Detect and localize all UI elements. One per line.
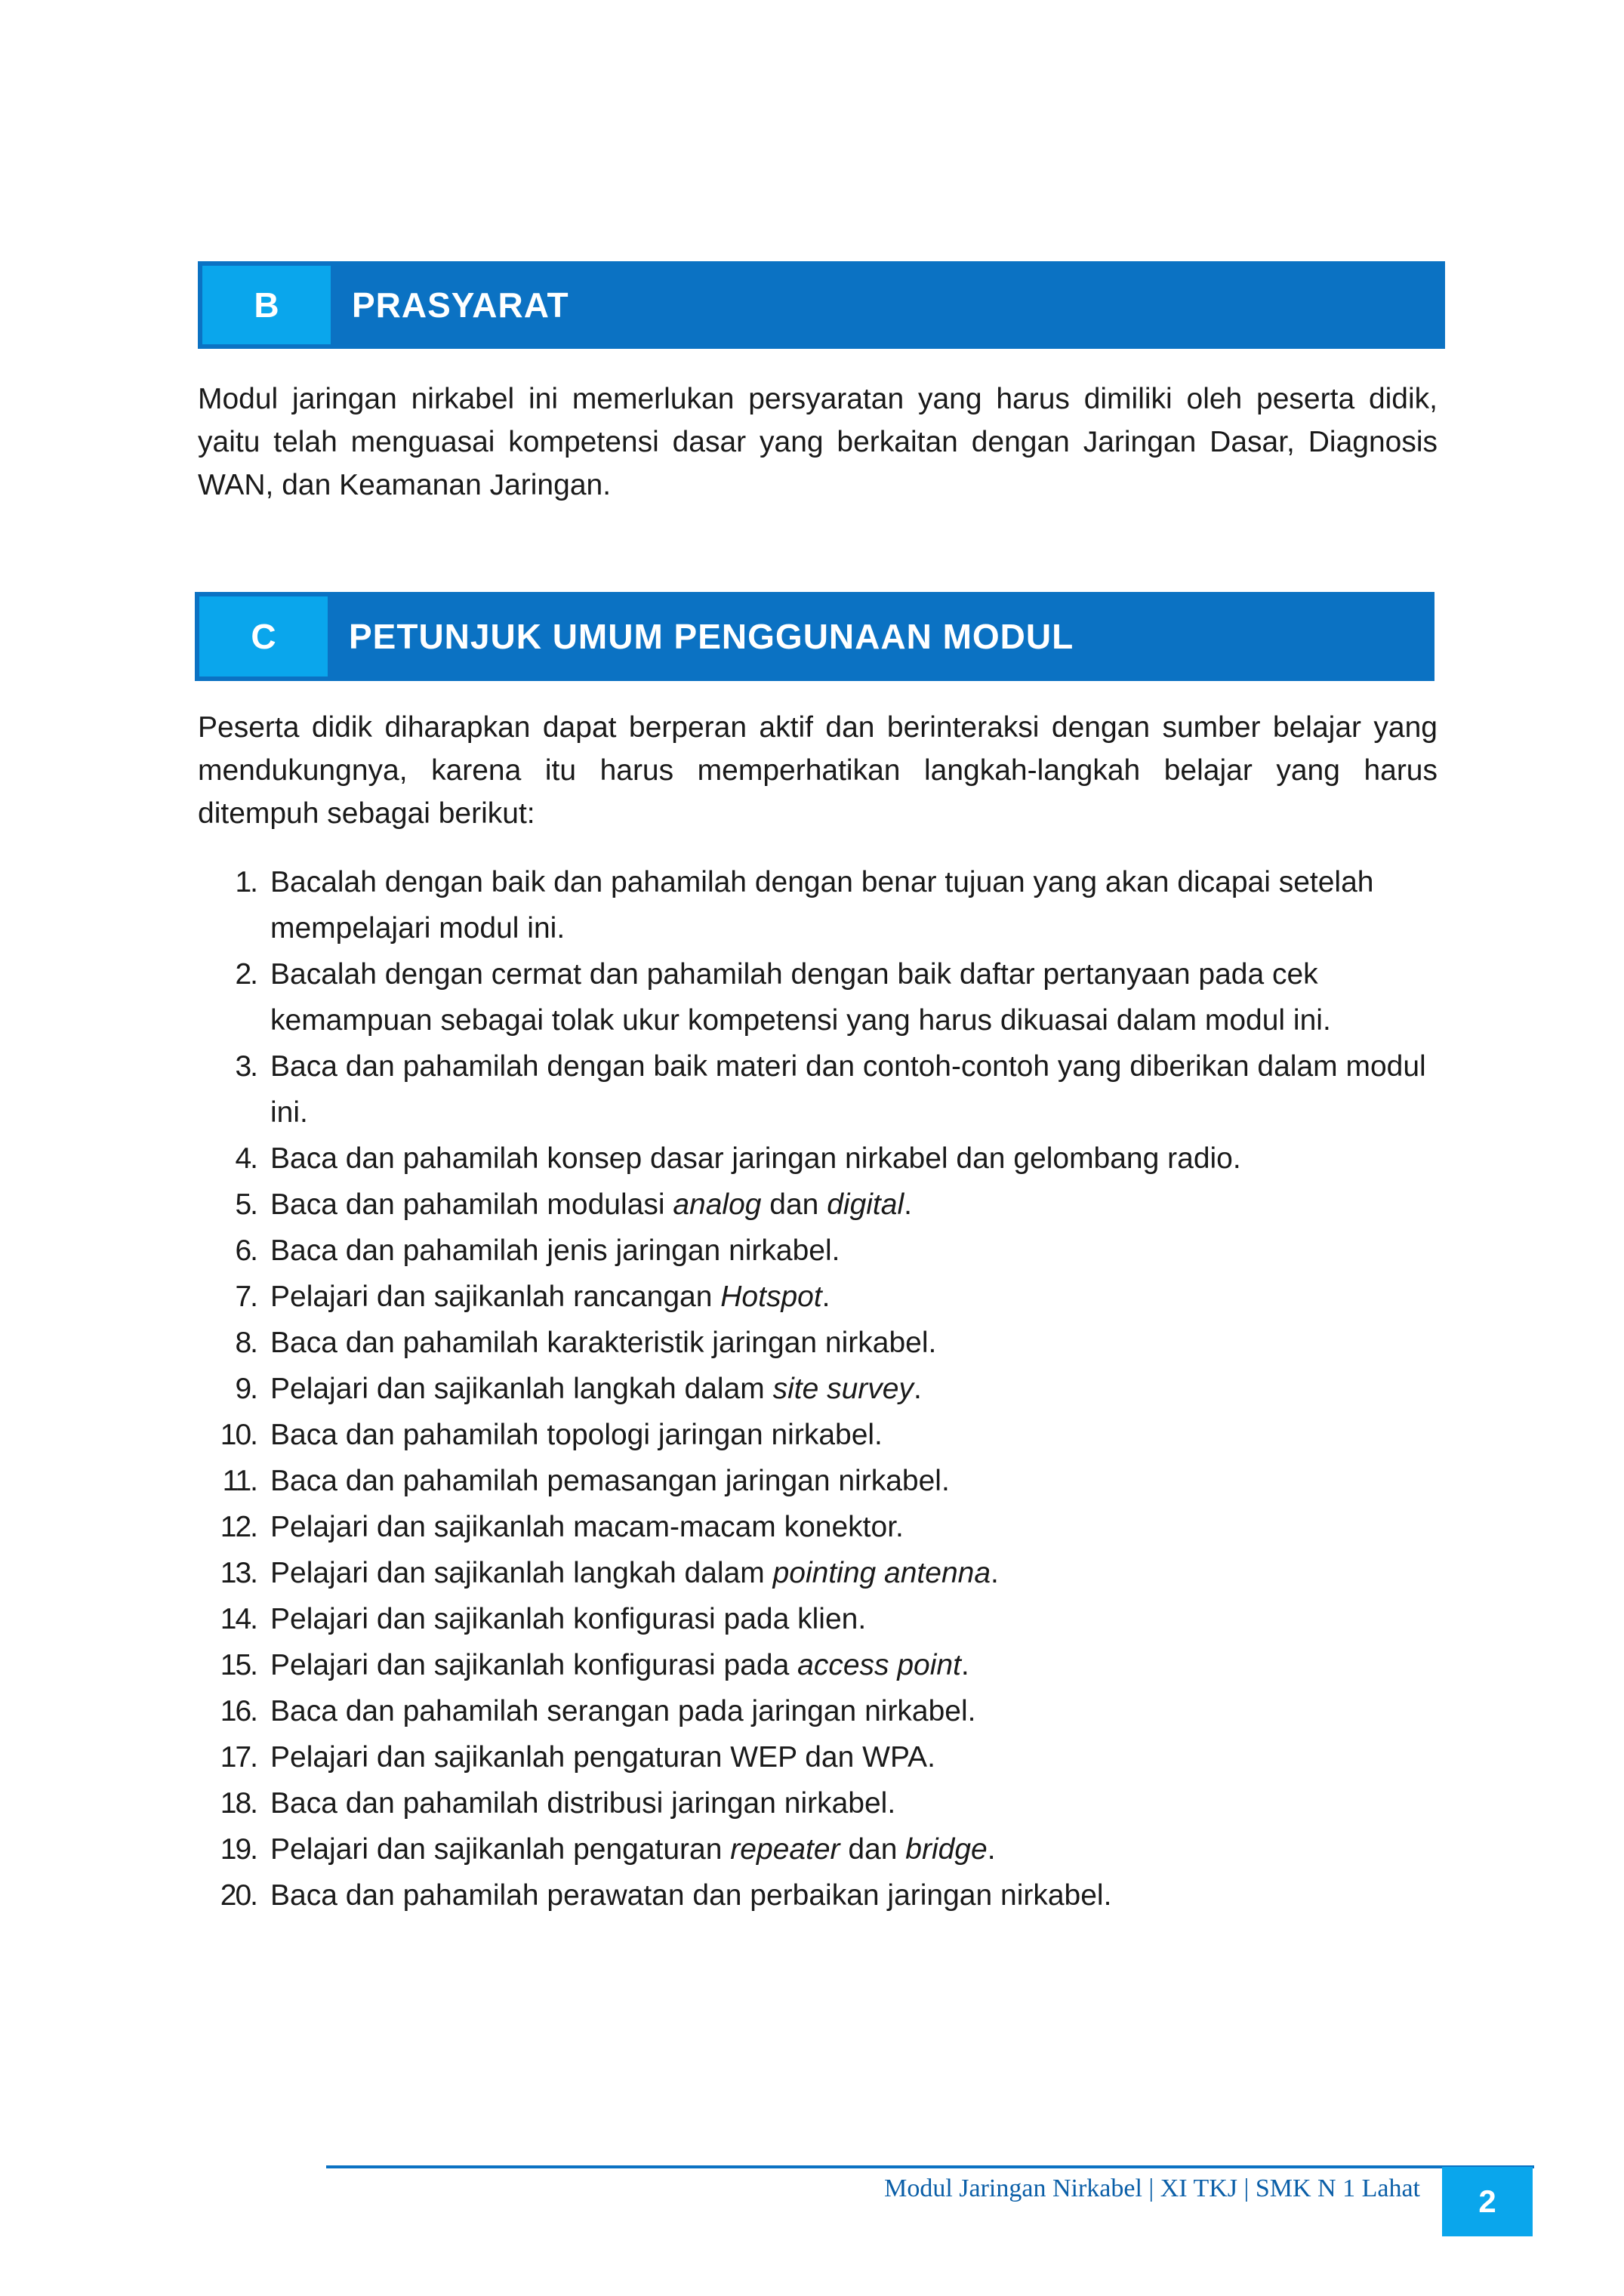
list-item-number: 1. (235, 866, 257, 898)
page-number: 2 (1442, 2167, 1533, 2236)
section-c-paragraph: Peserta didik diharapkan dapat berperan aktif dan berinteraksi dengan sumber belajar yang mendukungnya, karena itu harus memperhatikan langkah-langkah belajar yang harus ditempuh sebagai berikut: (198, 711, 1438, 830)
emphasized-term: site survey (772, 1373, 914, 1405)
list-item-number: 10. (220, 1419, 257, 1451)
list-item-number: 8. (235, 1327, 257, 1359)
list-item-number: 13. (220, 1557, 257, 1589)
list-item (198, 1136, 1444, 1182)
list-item (198, 1780, 1444, 1826)
list-item-text: Pelajari dan sajikanlah macam-macam konektor. (270, 1511, 904, 1543)
emphasized-term: repeater (730, 1833, 840, 1866)
list-item-text: Bacalah dengan baik dan pahamilah dengan benar tujuan yang akan dicapai setelah mempelajari modul ini. (270, 866, 1374, 945)
list-item-text: Baca dan pahamilah distribusi jaringan nirkabel. (270, 1787, 896, 1820)
list-item (198, 1826, 1444, 1872)
list-item-text: Baca dan pahamilah perawatan dan perbaikan jaringan nirkabel. (270, 1879, 1112, 1912)
footer-text: Modul Jaringan Nirkabel | XI TKJ | SMK N 1 Lahat (884, 2174, 1420, 2202)
list-item-number: 2. (235, 958, 257, 991)
list-item (198, 1688, 1444, 1734)
list-item-number: 17. (220, 1741, 257, 1774)
list-item-number: 14. (220, 1603, 257, 1635)
list-item-number: 5. (235, 1188, 257, 1221)
list-item-text: Baca dan pahamilah dengan baik materi dan contoh-contoh yang diberikan dalam modul ini. (270, 1050, 1426, 1129)
list-item-text: Pelajari dan sajikanlah pengaturan WEP dan WPA. (270, 1741, 935, 1774)
list-item-text: Baca dan pahamilah modulasi analog dan digital. (270, 1188, 912, 1221)
list-item-number: 7. (235, 1281, 257, 1313)
list-item-number: 12. (220, 1511, 257, 1543)
list-item (198, 1412, 1444, 1458)
list-item (198, 1182, 1444, 1228)
steps-list (198, 859, 1444, 1918)
emphasized-term: Hotspot (720, 1281, 822, 1313)
list-item (198, 1228, 1444, 1274)
list-item-number: 20. (220, 1879, 257, 1912)
list-item (198, 1734, 1444, 1780)
list-item-number: 9. (235, 1373, 257, 1405)
list-item-number: 6. (235, 1234, 257, 1267)
list-item-text: Baca dan pahamilah jenis jaringan nirkabel. (270, 1234, 840, 1267)
list-item-number: 3. (235, 1050, 257, 1083)
list-item (198, 1458, 1444, 1504)
list-item-number: 19. (220, 1833, 257, 1866)
section-c-letter: C (199, 596, 328, 676)
list-item (198, 1274, 1444, 1320)
list-item-number: 15. (220, 1649, 257, 1681)
list-item-text: Pelajari dan sajikanlah langkah dalam pointing antenna. (270, 1557, 999, 1589)
list-item (198, 1872, 1444, 1918)
list-item (198, 1504, 1444, 1550)
list-item (198, 1366, 1444, 1412)
list-item (198, 1642, 1444, 1688)
emphasized-term: access point (797, 1649, 961, 1681)
emphasized-term: pointing antenna (772, 1557, 991, 1589)
list-item-text: Pelajari dan sajikanlah rancangan Hotspot. (270, 1281, 830, 1313)
section-b-letter: B (202, 266, 331, 344)
list-item (198, 1550, 1444, 1596)
list-item-text: Baca dan pahamilah serangan pada jaringan nirkabel. (270, 1695, 976, 1727)
list-item-text: Pelajari dan sajikanlah langkah dalam site survey. (270, 1373, 922, 1405)
list-item-number: 4. (235, 1142, 257, 1175)
section-b-title: PRASYARAT (352, 285, 569, 325)
section-b-paragraph: Modul jaringan nirkabel ini memerlukan persyaratan yang harus dimiliki oleh peserta didik, yaitu telah menguasai kompetensi dasar yang berkaitan dengan Jaringan Dasar, Diagnosis WAN, dan Keamanan Jaringan. (198, 383, 1438, 501)
list-item (198, 859, 1444, 951)
emphasized-term: analog (673, 1188, 762, 1221)
list-item-text: Baca dan pahamilah karakteristik jaringan nirkabel. (270, 1327, 937, 1359)
list-item-text: Pelajari dan sajikanlah konfigurasi pada klien. (270, 1603, 867, 1635)
emphasized-term: bridge (905, 1833, 988, 1866)
section-c-title: PETUNJUK UMUM PENGGUNAAN MODUL (349, 617, 1074, 656)
section-b-header (198, 261, 1445, 349)
list-item (198, 1043, 1444, 1136)
list-item-text: Baca dan pahamilah pemasangan jaringan nirkabel. (270, 1465, 950, 1497)
emphasized-term: digital (827, 1188, 904, 1221)
footer-divider (326, 2165, 1534, 2168)
list-item-text: Pelajari dan sajikanlah pengaturan repeater dan bridge. (270, 1833, 996, 1866)
list-item-text: Baca dan pahamilah konsep dasar jaringan nirkabel dan gelombang radio. (270, 1142, 1241, 1175)
list-item (198, 1596, 1444, 1642)
list-item-number: 18. (220, 1787, 257, 1820)
list-item-text: Bacalah dengan cermat dan pahamilah dengan baik daftar pertanyaan pada cek kemampuan sebagai tolak ukur kompetensi yang harus dikuasai dalam modul ini. (270, 958, 1331, 1037)
list-item-text: Baca dan pahamilah topologi jaringan nirkabel. (270, 1419, 883, 1451)
list-item-number: 11. (222, 1465, 257, 1497)
list-item-number: 16. (220, 1695, 257, 1727)
list-item (198, 1320, 1444, 1366)
list-item-text: Pelajari dan sajikanlah konfigurasi pada access point. (270, 1649, 969, 1681)
list-item (198, 951, 1444, 1043)
section-c-header (195, 592, 1434, 681)
